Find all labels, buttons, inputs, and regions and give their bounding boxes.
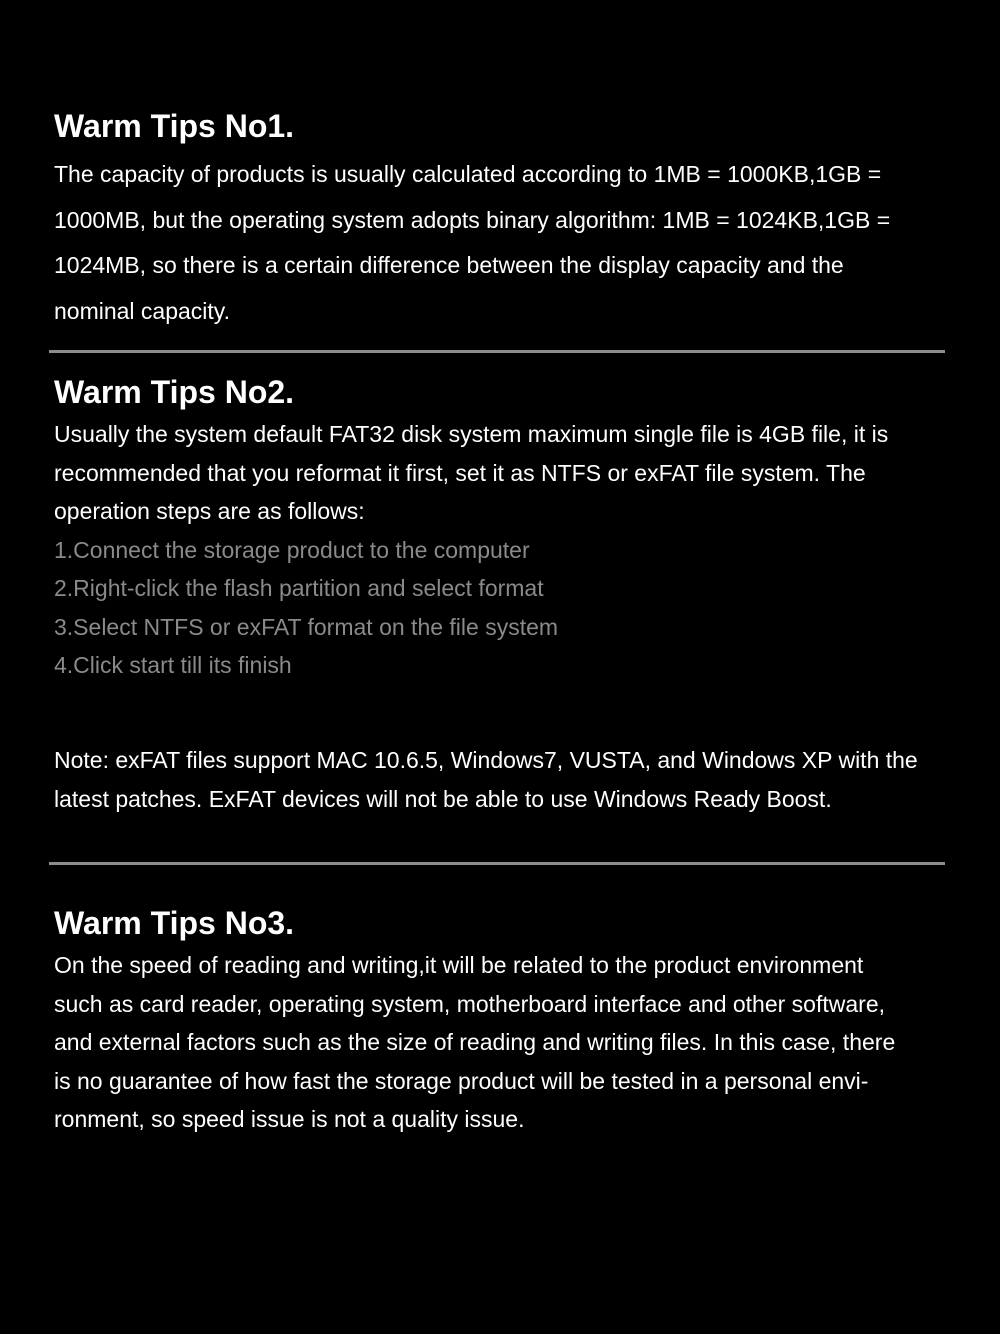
tip-2-line: operation steps are as follows: (54, 498, 365, 524)
tip-1-title: Warm Tips No1. (54, 108, 295, 144)
section-divider (49, 350, 945, 353)
tip-2-line: recommended that you reformat it first, set it as NTFS or exFAT file system. The (54, 459, 866, 486)
tip-1-line: 1000MB, but the operating system adopts binary algorithm: 1MB = 1024KB,1GB = (54, 206, 891, 233)
tip-1-body (54, 152, 974, 334)
tip-3-line: and external factors such as the size of reading and writing files. In this case, there (54, 1029, 896, 1055)
step-item: 3.Select NTFS or exFAT format on the file system (54, 613, 559, 640)
tip-2-body (54, 415, 974, 685)
note-line: latest patches. ExFAT devices will not be able to use Windows Ready Boost. (54, 785, 832, 812)
tip-3-line: is no guarantee of how fast the storage product will be tested in a personal envi- (54, 1067, 869, 1094)
note-line: Note: exFAT files support MAC 10.6.5, Windows7, VUSTA, and Windows XP with the (54, 747, 918, 773)
section-divider (49, 862, 945, 865)
tip-3-line: ronment, so speed issue is not a quality issue. (54, 1106, 525, 1132)
step-item: 4.Click start till its finish (54, 652, 292, 678)
tip-2-note (54, 741, 974, 818)
tip-2-line: Usually the system default FAT32 disk system maximum single file is 4GB file, it is (54, 421, 889, 447)
tip-3-line: such as card reader, operating system, motherboard interface and other software, (54, 990, 885, 1017)
tip-3-body (54, 946, 974, 1139)
tip-1-line: 1024MB, so there is a certain difference between the display capacity and the (54, 252, 844, 278)
tip-1-line: nominal capacity. (54, 297, 230, 324)
step-item: 1.Connect the storage product to the computer (54, 536, 530, 563)
tip-1-line: The capacity of products is usually calculated according to 1MB = 1000KB,1GB = (54, 161, 882, 187)
tip-3-title: Warm Tips No3. (54, 905, 295, 941)
tip-3-line: On the speed of reading and writing,it will be related to the product environment (54, 952, 864, 978)
step-item: 2.Right-click the flash partition and select format (54, 575, 544, 601)
tip-2-title: Warm Tips No2. (54, 374, 295, 410)
